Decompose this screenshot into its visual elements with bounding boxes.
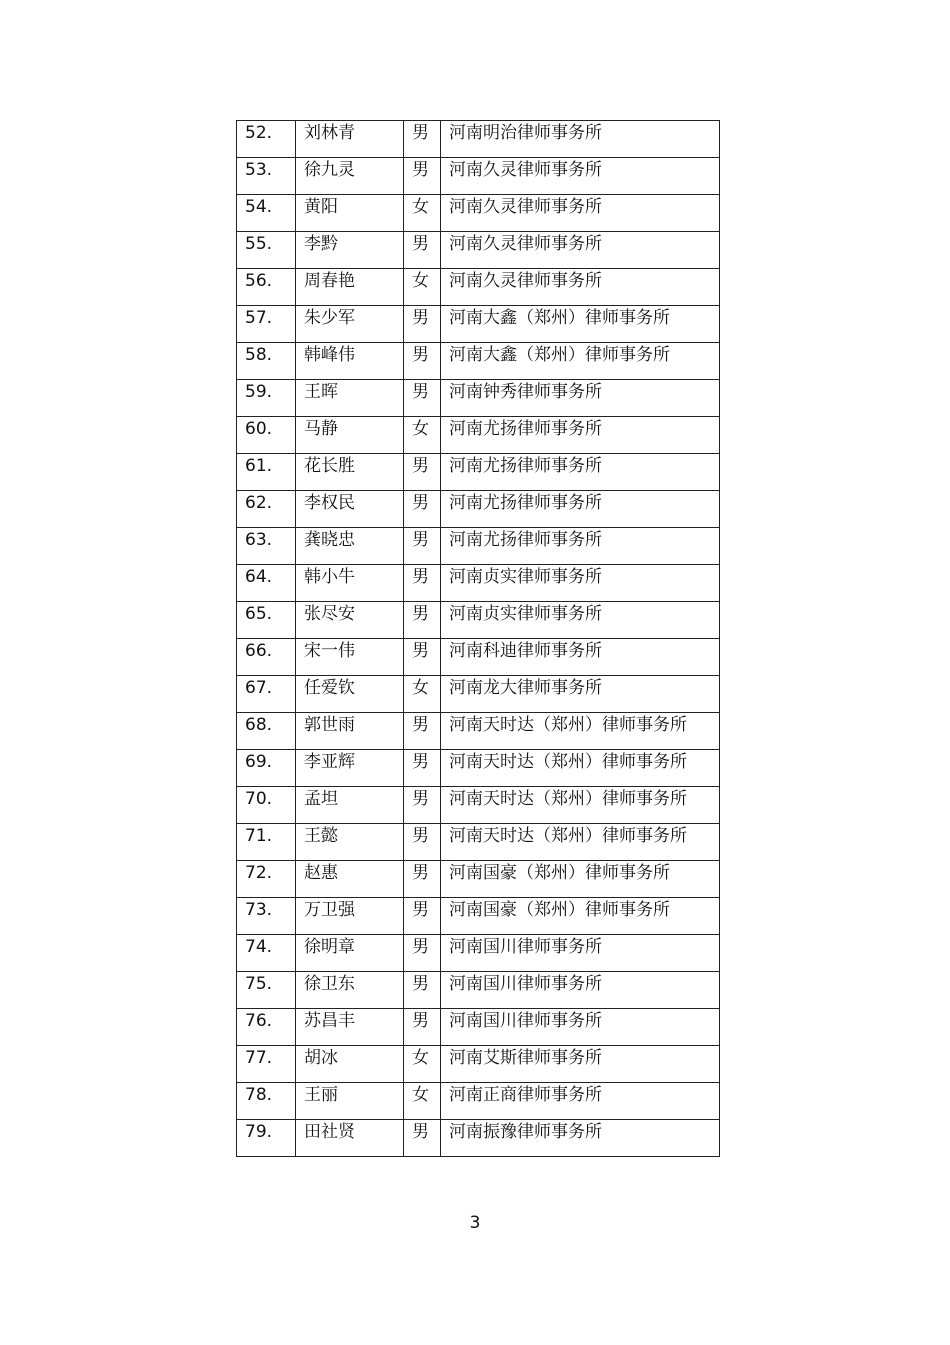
lawyer-name: 田社贤 bbox=[304, 1122, 355, 1142]
row-number-cell bbox=[237, 158, 296, 195]
row-number-cell bbox=[237, 713, 296, 750]
lawyer-gender: 男 bbox=[412, 382, 429, 402]
lawyer-gender-cell bbox=[404, 972, 441, 1009]
table-row bbox=[237, 713, 720, 750]
lawyer-name: 任爱钦 bbox=[304, 678, 355, 698]
law-firm-name: 河南国豪（郑州）律师事务所 bbox=[449, 900, 670, 920]
law-firm-name: 河南国豪（郑州）律师事务所 bbox=[449, 863, 670, 883]
law-firm-name-cell bbox=[441, 306, 720, 343]
row-number: 55. bbox=[245, 234, 273, 254]
lawyer-name: 龚晓忠 bbox=[304, 530, 355, 550]
law-firm-name: 河南久灵律师事务所 bbox=[449, 160, 602, 180]
lawyer-gender: 男 bbox=[412, 530, 429, 550]
row-number-cell bbox=[237, 454, 296, 491]
law-firm-name-cell bbox=[441, 491, 720, 528]
lawyer-name-cell bbox=[296, 195, 404, 232]
lawyer-gender-cell bbox=[404, 491, 441, 528]
lawyer-name-cell bbox=[296, 824, 404, 861]
lawyer-gender-cell bbox=[404, 787, 441, 824]
lawyer-gender: 男 bbox=[412, 826, 429, 846]
law-firm-name-cell bbox=[441, 528, 720, 565]
lawyer-gender-cell bbox=[404, 232, 441, 269]
row-number: 54. bbox=[245, 197, 273, 217]
law-firm-name: 河南久灵律师事务所 bbox=[449, 271, 602, 291]
row-number-cell bbox=[237, 1083, 296, 1120]
lawyer-gender: 男 bbox=[412, 234, 429, 254]
table-row bbox=[237, 306, 720, 343]
row-number-cell bbox=[237, 1120, 296, 1157]
lawyer-name-cell bbox=[296, 417, 404, 454]
table-row bbox=[237, 121, 720, 158]
lawyer-gender-cell bbox=[404, 898, 441, 935]
row-number: 75. bbox=[245, 974, 273, 994]
lawyer-gender-cell bbox=[404, 861, 441, 898]
row-number-cell bbox=[237, 861, 296, 898]
lawyer-name: 黄阳 bbox=[304, 197, 338, 217]
law-firm-name-cell bbox=[441, 824, 720, 861]
law-firm-name: 河南贞实律师事务所 bbox=[449, 604, 602, 624]
lawyer-gender: 男 bbox=[412, 1122, 429, 1142]
row-number-cell bbox=[237, 639, 296, 676]
law-firm-name-cell bbox=[441, 158, 720, 195]
lawyer-name: 李权民 bbox=[304, 493, 355, 513]
row-number-cell bbox=[237, 121, 296, 158]
lawyer-gender: 女 bbox=[412, 678, 429, 698]
law-firm-name-cell bbox=[441, 676, 720, 713]
lawyer-name-cell bbox=[296, 528, 404, 565]
table-row bbox=[237, 491, 720, 528]
lawyer-gender: 男 bbox=[412, 789, 429, 809]
table-row bbox=[237, 750, 720, 787]
lawyer-gender-cell bbox=[404, 454, 441, 491]
row-number-cell bbox=[237, 676, 296, 713]
lawyer-name: 张尽安 bbox=[304, 604, 355, 624]
lawyer-gender: 女 bbox=[412, 1085, 429, 1105]
lawyer-gender: 女 bbox=[412, 271, 429, 291]
lawyer-name-cell bbox=[296, 1046, 404, 1083]
row-number-cell bbox=[237, 1009, 296, 1046]
row-number: 56. bbox=[245, 271, 273, 291]
law-firm-name-cell bbox=[441, 1083, 720, 1120]
table-row bbox=[237, 1083, 720, 1120]
lawyer-gender: 男 bbox=[412, 567, 429, 587]
law-firm-name-cell bbox=[441, 639, 720, 676]
law-firm-name: 河南国川律师事务所 bbox=[449, 974, 602, 994]
table-row bbox=[237, 935, 720, 972]
lawyer-name-cell bbox=[296, 565, 404, 602]
lawyer-name-cell bbox=[296, 750, 404, 787]
lawyer-gender-cell bbox=[404, 269, 441, 306]
lawyer-gender: 男 bbox=[412, 456, 429, 476]
law-firm-name-cell bbox=[441, 269, 720, 306]
row-number-cell bbox=[237, 306, 296, 343]
law-firm-name: 河南振豫律师事务所 bbox=[449, 1122, 602, 1142]
lawyer-gender-cell bbox=[404, 380, 441, 417]
row-number: 69. bbox=[245, 752, 273, 772]
row-number-cell bbox=[237, 269, 296, 306]
table-row bbox=[237, 269, 720, 306]
law-firm-name-cell bbox=[441, 380, 720, 417]
table-row bbox=[237, 528, 720, 565]
lawyer-gender-cell bbox=[404, 935, 441, 972]
table-row bbox=[237, 787, 720, 824]
lawyer-gender-cell bbox=[404, 195, 441, 232]
lawyer-name-cell bbox=[296, 232, 404, 269]
lawyer-gender: 女 bbox=[412, 197, 429, 217]
lawyer-gender-cell bbox=[404, 1120, 441, 1157]
lawyer-name-cell bbox=[296, 158, 404, 195]
lawyer-name-cell bbox=[296, 972, 404, 1009]
row-number: 74. bbox=[245, 937, 273, 957]
table-row bbox=[237, 232, 720, 269]
row-number-cell bbox=[237, 565, 296, 602]
law-firm-name: 河南国川律师事务所 bbox=[449, 1011, 602, 1031]
row-number: 57. bbox=[245, 308, 273, 328]
law-firm-name-cell bbox=[441, 972, 720, 1009]
law-firm-name: 河南久灵律师事务所 bbox=[449, 197, 602, 217]
law-firm-name: 河南尤扬律师事务所 bbox=[449, 493, 602, 513]
law-firm-name-cell bbox=[441, 602, 720, 639]
law-firm-name: 河南钟秀律师事务所 bbox=[449, 382, 602, 402]
law-firm-name-cell bbox=[441, 1009, 720, 1046]
law-firm-name-cell bbox=[441, 750, 720, 787]
lawyer-name: 周春艳 bbox=[304, 271, 355, 291]
lawyer-name: 徐明章 bbox=[304, 937, 355, 957]
lawyer-gender-cell bbox=[404, 602, 441, 639]
table-row bbox=[237, 639, 720, 676]
lawyer-name: 徐卫东 bbox=[304, 974, 355, 994]
row-number: 76. bbox=[245, 1011, 273, 1031]
lawyer-name-cell bbox=[296, 861, 404, 898]
lawyer-name-cell bbox=[296, 380, 404, 417]
row-number-cell bbox=[237, 602, 296, 639]
law-firm-name-cell bbox=[441, 121, 720, 158]
lawyer-gender: 男 bbox=[412, 937, 429, 957]
law-firm-name: 河南天时达（郑州）律师事务所 bbox=[449, 789, 687, 809]
table-row bbox=[237, 824, 720, 861]
lawyer-name: 胡冰 bbox=[304, 1048, 338, 1068]
law-firm-name: 河南科迪律师事务所 bbox=[449, 641, 602, 661]
lawyer-name-cell bbox=[296, 1083, 404, 1120]
table-row bbox=[237, 1009, 720, 1046]
table-row bbox=[237, 195, 720, 232]
lawyer-gender: 男 bbox=[412, 641, 429, 661]
lawyer-name: 李亚辉 bbox=[304, 752, 355, 772]
row-number: 63. bbox=[245, 530, 273, 550]
row-number: 65. bbox=[245, 604, 273, 624]
table-row bbox=[237, 454, 720, 491]
law-firm-name: 河南天时达（郑州）律师事务所 bbox=[449, 752, 687, 772]
lawyer-gender-cell bbox=[404, 713, 441, 750]
lawyer-gender-cell bbox=[404, 824, 441, 861]
law-firm-name: 河南尤扬律师事务所 bbox=[449, 419, 602, 439]
row-number-cell bbox=[237, 787, 296, 824]
law-firm-name-cell bbox=[441, 713, 720, 750]
row-number: 71. bbox=[245, 826, 273, 846]
lawyer-gender-cell bbox=[404, 1009, 441, 1046]
row-number-cell bbox=[237, 195, 296, 232]
lawyer-name: 刘林青 bbox=[304, 123, 355, 143]
law-firm-name: 河南正商律师事务所 bbox=[449, 1085, 602, 1105]
lawyer-name: 朱少军 bbox=[304, 308, 355, 328]
table-row bbox=[237, 158, 720, 195]
row-number: 72. bbox=[245, 863, 273, 883]
lawyer-name-cell bbox=[296, 713, 404, 750]
law-firm-name: 河南尤扬律师事务所 bbox=[449, 530, 602, 550]
lawyer-name: 王晖 bbox=[304, 382, 338, 402]
lawyer-name-cell bbox=[296, 121, 404, 158]
row-number: 59. bbox=[245, 382, 273, 402]
law-firm-name-cell bbox=[441, 565, 720, 602]
lawyer-gender: 女 bbox=[412, 419, 429, 439]
row-number-cell bbox=[237, 232, 296, 269]
row-number: 60. bbox=[245, 419, 273, 439]
row-number: 53. bbox=[245, 160, 273, 180]
lawyer-gender-cell bbox=[404, 121, 441, 158]
lawyer-roster-table bbox=[236, 120, 720, 1157]
table-row bbox=[237, 676, 720, 713]
row-number: 77. bbox=[245, 1048, 273, 1068]
lawyer-name-cell bbox=[296, 935, 404, 972]
lawyer-gender-cell bbox=[404, 306, 441, 343]
lawyer-name-cell bbox=[296, 787, 404, 824]
table-row bbox=[237, 380, 720, 417]
row-number: 70. bbox=[245, 789, 273, 809]
lawyer-gender-cell bbox=[404, 750, 441, 787]
law-firm-name: 河南天时达（郑州）律师事务所 bbox=[449, 826, 687, 846]
row-number-cell bbox=[237, 417, 296, 454]
lawyer-name-cell bbox=[296, 269, 404, 306]
lawyer-name: 郭世雨 bbox=[304, 715, 355, 735]
law-firm-name: 河南久灵律师事务所 bbox=[449, 234, 602, 254]
lawyer-name-cell bbox=[296, 343, 404, 380]
table-row bbox=[237, 898, 720, 935]
lawyer-gender: 男 bbox=[412, 123, 429, 143]
lawyer-name-cell bbox=[296, 1009, 404, 1046]
table-row bbox=[237, 861, 720, 898]
law-firm-name-cell bbox=[441, 935, 720, 972]
law-firm-name: 河南天时达（郑州）律师事务所 bbox=[449, 715, 687, 735]
law-firm-name-cell bbox=[441, 454, 720, 491]
row-number: 66. bbox=[245, 641, 273, 661]
lawyer-gender: 男 bbox=[412, 308, 429, 328]
lawyer-name: 万卫强 bbox=[304, 900, 355, 920]
law-firm-name: 河南明治律师事务所 bbox=[449, 123, 602, 143]
law-firm-name: 河南国川律师事务所 bbox=[449, 937, 602, 957]
lawyer-name-cell bbox=[296, 306, 404, 343]
law-firm-name-cell bbox=[441, 787, 720, 824]
lawyer-name: 马静 bbox=[304, 419, 338, 439]
row-number-cell bbox=[237, 491, 296, 528]
lawyer-name: 宋一伟 bbox=[304, 641, 355, 661]
lawyer-gender: 男 bbox=[412, 863, 429, 883]
table-row bbox=[237, 417, 720, 454]
law-firm-name: 河南艾斯律师事务所 bbox=[449, 1048, 602, 1068]
lawyer-gender: 男 bbox=[412, 715, 429, 735]
law-firm-name: 河南大鑫（郑州）律师事务所 bbox=[449, 308, 670, 328]
lawyer-gender-cell bbox=[404, 158, 441, 195]
row-number-cell bbox=[237, 824, 296, 861]
law-firm-name: 河南尤扬律师事务所 bbox=[449, 456, 602, 476]
row-number: 52. bbox=[245, 123, 273, 143]
lawyer-gender-cell bbox=[404, 1046, 441, 1083]
law-firm-name-cell bbox=[441, 417, 720, 454]
row-number: 64. bbox=[245, 567, 273, 587]
lawyer-name: 王丽 bbox=[304, 1085, 338, 1105]
law-firm-name: 河南贞实律师事务所 bbox=[449, 567, 602, 587]
lawyer-name: 赵惠 bbox=[304, 863, 338, 883]
law-firm-name-cell bbox=[441, 1046, 720, 1083]
lawyer-gender-cell bbox=[404, 417, 441, 454]
row-number-cell bbox=[237, 528, 296, 565]
row-number-cell bbox=[237, 1046, 296, 1083]
row-number-cell bbox=[237, 380, 296, 417]
lawyer-gender-cell bbox=[404, 639, 441, 676]
lawyer-gender: 男 bbox=[412, 1011, 429, 1031]
lawyer-gender: 男 bbox=[412, 974, 429, 994]
lawyer-name: 孟坦 bbox=[304, 789, 338, 809]
law-firm-name-cell bbox=[441, 343, 720, 380]
law-firm-name-cell bbox=[441, 898, 720, 935]
lawyer-name: 花长胜 bbox=[304, 456, 355, 476]
row-number: 79. bbox=[245, 1122, 273, 1142]
row-number: 68. bbox=[245, 715, 273, 735]
lawyer-gender-cell bbox=[404, 1083, 441, 1120]
lawyer-name-cell bbox=[296, 898, 404, 935]
law-firm-name-cell bbox=[441, 1120, 720, 1157]
law-firm-name-cell bbox=[441, 195, 720, 232]
lawyer-gender: 男 bbox=[412, 604, 429, 624]
lawyer-gender: 男 bbox=[412, 752, 429, 772]
lawyer-name-cell bbox=[296, 1120, 404, 1157]
lawyer-name: 韩峰伟 bbox=[304, 345, 355, 365]
table-row bbox=[237, 1046, 720, 1083]
row-number: 62. bbox=[245, 493, 273, 513]
lawyer-gender: 男 bbox=[412, 493, 429, 513]
lawyer-name-cell bbox=[296, 491, 404, 528]
row-number: 73. bbox=[245, 900, 273, 920]
table-row bbox=[237, 565, 720, 602]
lawyer-name: 苏昌丰 bbox=[304, 1011, 355, 1031]
row-number: 61. bbox=[245, 456, 273, 476]
row-number-cell bbox=[237, 935, 296, 972]
table-row bbox=[237, 972, 720, 1009]
lawyer-name-cell bbox=[296, 676, 404, 713]
lawyer-gender-cell bbox=[404, 528, 441, 565]
row-number: 58. bbox=[245, 345, 273, 365]
lawyer-name: 李黔 bbox=[304, 234, 338, 254]
row-number-cell bbox=[237, 898, 296, 935]
row-number-cell bbox=[237, 343, 296, 380]
lawyer-gender: 男 bbox=[412, 345, 429, 365]
row-number: 78. bbox=[245, 1085, 273, 1105]
lawyer-gender-cell bbox=[404, 565, 441, 602]
law-firm-name-cell bbox=[441, 232, 720, 269]
lawyer-gender: 男 bbox=[412, 160, 429, 180]
row-number-cell bbox=[237, 972, 296, 1009]
lawyer-gender: 男 bbox=[412, 900, 429, 920]
lawyer-name: 徐九灵 bbox=[304, 160, 355, 180]
law-firm-name: 河南龙大律师事务所 bbox=[449, 678, 602, 698]
lawyer-name-cell bbox=[296, 454, 404, 491]
lawyer-gender: 女 bbox=[412, 1048, 429, 1068]
lawyer-gender-cell bbox=[404, 676, 441, 713]
law-firm-name: 河南大鑫（郑州）律师事务所 bbox=[449, 345, 670, 365]
roster-table-body bbox=[237, 121, 720, 1157]
lawyer-name: 王懿 bbox=[304, 826, 338, 846]
lawyer-name-cell bbox=[296, 602, 404, 639]
lawyer-name: 韩小牛 bbox=[304, 567, 355, 587]
lawyer-name-cell bbox=[296, 639, 404, 676]
table-row bbox=[237, 343, 720, 380]
row-number: 67. bbox=[245, 678, 273, 698]
row-number-cell bbox=[237, 750, 296, 787]
table-row bbox=[237, 602, 720, 639]
table-row bbox=[237, 1120, 720, 1157]
page-number: 3 bbox=[469, 1213, 481, 1233]
lawyer-gender-cell bbox=[404, 343, 441, 380]
law-firm-name-cell bbox=[441, 861, 720, 898]
